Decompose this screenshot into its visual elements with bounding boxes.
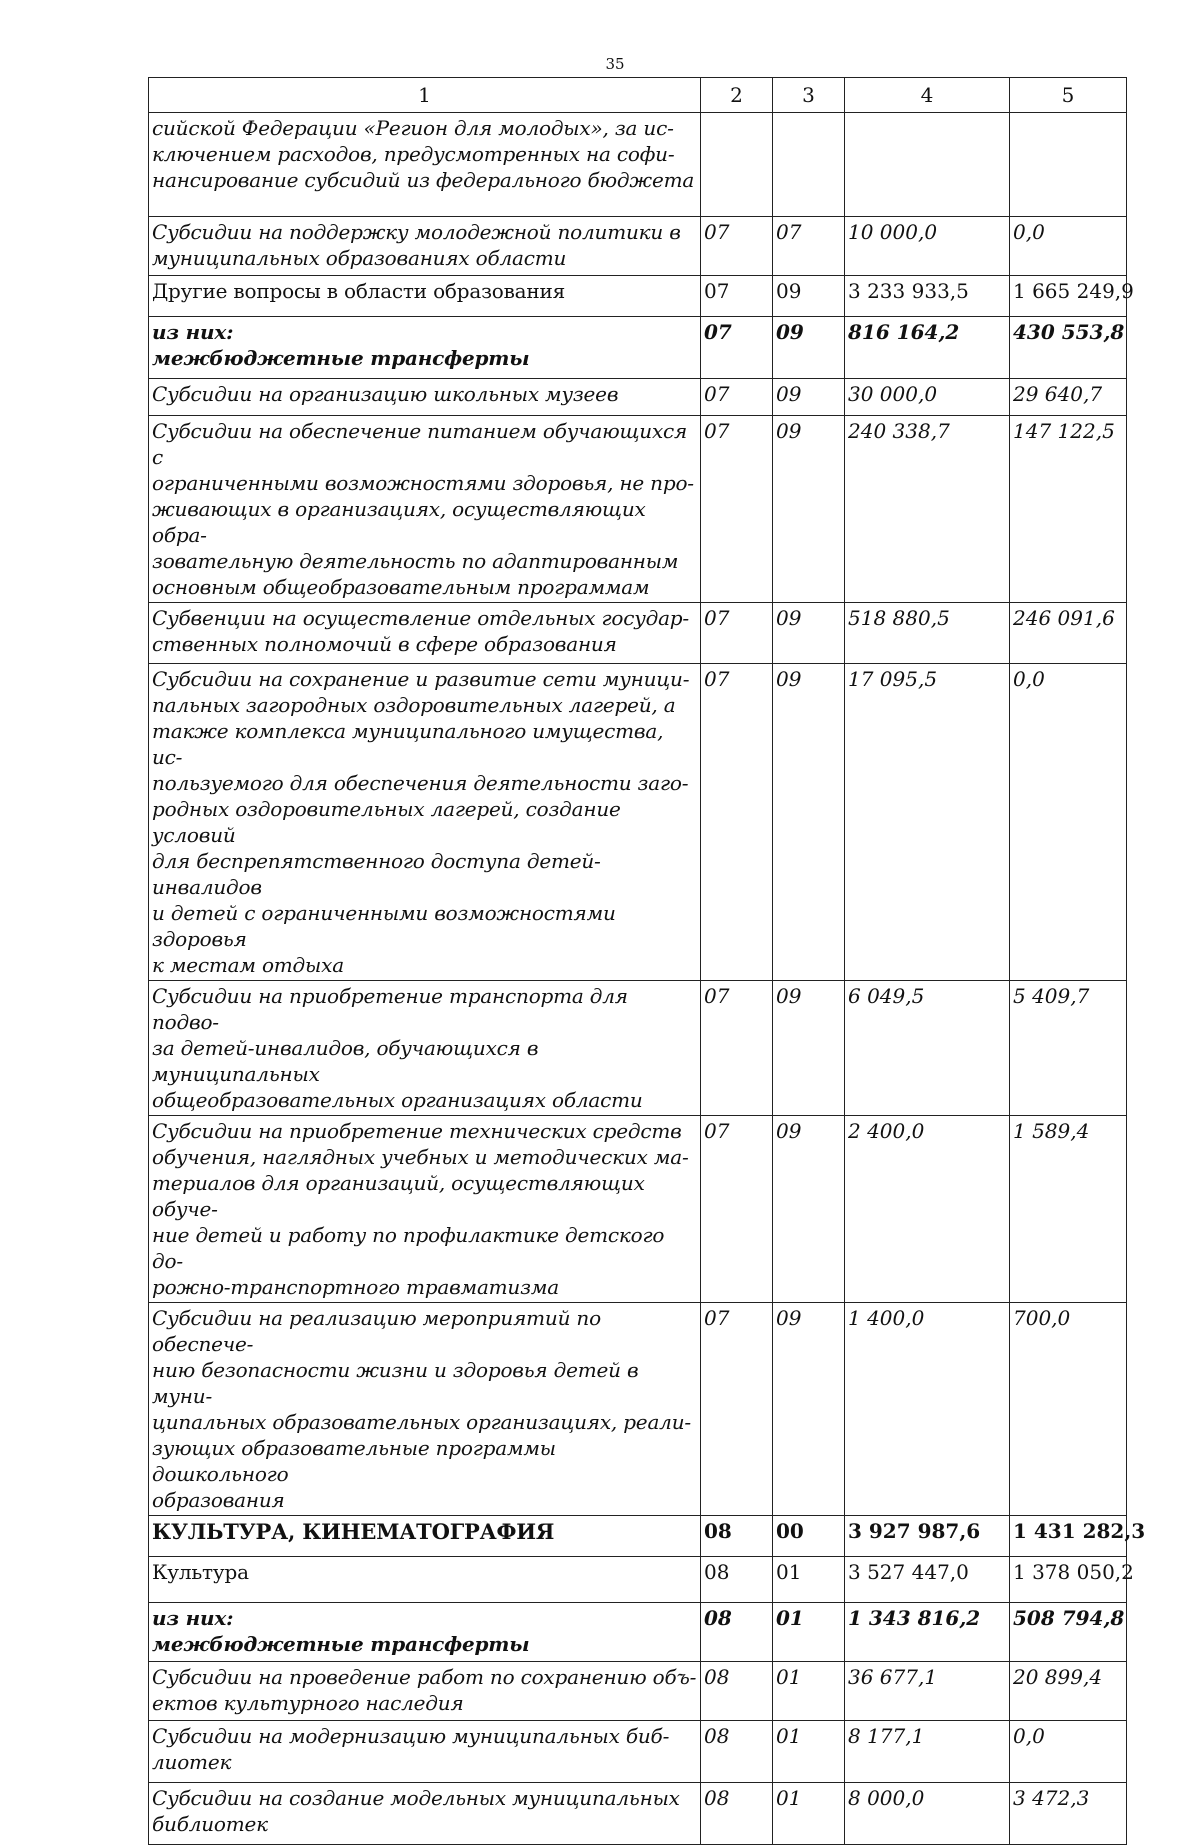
subsection-code-cell: 09 — [773, 276, 845, 317]
header-col-1: 1 — [149, 78, 701, 113]
row-name-line: лиотек — [152, 1750, 232, 1774]
row-name-line: сийской Федерации «Регион для молодых», за ис- — [152, 116, 674, 140]
section-code-cell: 07 — [701, 379, 773, 416]
table-row — [149, 317, 1127, 379]
row-name-line: КУЛЬТУРА, КИНЕМАТОГРАФИЯ — [152, 1519, 555, 1544]
amount-executed-cell: 0,0 — [1010, 217, 1127, 276]
row-name-line: рожно-транспортного травматизма — [152, 1275, 559, 1299]
row-name-line: Культура — [152, 1560, 249, 1584]
row-name-line: ципальных образовательных организациях, реали- — [152, 1410, 691, 1434]
table-row — [149, 1557, 1127, 1603]
amount-executed-cell: 1 665 249,9 — [1010, 276, 1127, 317]
amount-planned-cell: 8 000,0 — [845, 1783, 1010, 1845]
row-name-line: Субсидии на модернизацию муниципальных биб- — [152, 1724, 670, 1748]
subsection-code-cell: 09 — [773, 416, 845, 603]
amount-planned-cell: 816 164,2 — [845, 317, 1010, 379]
row-name-line: Субсидии на создание модельных муниципальных — [152, 1786, 680, 1810]
row-name-line: Субсидии на приобретение технических средств — [152, 1119, 682, 1143]
subsection-code-cell: 09 — [773, 981, 845, 1116]
header-col-4: 4 — [845, 78, 1010, 113]
row-name-line: и детей с ограниченными возможностями здоровья — [152, 901, 616, 951]
row-name-line: Субсидии на организацию школьных музеев — [152, 382, 619, 406]
section-code-cell: 08 — [701, 1721, 773, 1783]
row-name-line: также комплекса муниципального имущества, ис- — [152, 719, 664, 769]
amount-planned-cell: 3 233 933,5 — [845, 276, 1010, 317]
section-code-cell: 08 — [701, 1783, 773, 1845]
row-name-line: общеобразовательных организациях области — [152, 1088, 643, 1112]
subsection-code-cell: 09 — [773, 379, 845, 416]
amount-executed-cell: 147 122,5 — [1010, 416, 1127, 603]
row-name-line: за детей-инвалидов, обучающихся в муниципальных — [152, 1036, 539, 1086]
row-name-line: пользуемого для обеспечения деятельности заго- — [152, 771, 689, 795]
amount-executed-cell — [1010, 113, 1127, 217]
subsection-code-cell: 01 — [773, 1662, 845, 1721]
table-row — [149, 603, 1127, 664]
amount-executed-cell: 246 091,6 — [1010, 603, 1127, 664]
amount-planned-cell: 518 880,5 — [845, 603, 1010, 664]
section-code-cell: 07 — [701, 217, 773, 276]
amount-executed-cell: 5 409,7 — [1010, 981, 1127, 1116]
row-name-line: Субсидии на обеспечение питанием обучающихся с — [152, 419, 688, 469]
amount-planned-cell: 30 000,0 — [845, 379, 1010, 416]
amount-planned-cell: 240 338,7 — [845, 416, 1010, 603]
header-col-2: 2 — [701, 78, 773, 113]
row-name-line: зующих образовательные программы дошкольного — [152, 1436, 556, 1486]
amount-planned-cell: 2 400,0 — [845, 1116, 1010, 1303]
section-code-cell: 07 — [701, 276, 773, 317]
row-name-cell — [149, 1721, 701, 1783]
subsection-code-cell: 09 — [773, 1116, 845, 1303]
table-row — [149, 1721, 1127, 1783]
subsection-code-cell: 09 — [773, 1303, 845, 1516]
table-row — [149, 217, 1127, 276]
row-name-line: ключением расходов, предусмотренных на софи- — [152, 142, 675, 166]
subsection-code-cell: 09 — [773, 603, 845, 664]
subsection-code-cell: 01 — [773, 1603, 845, 1662]
table-row — [149, 416, 1127, 603]
section-code-cell: 08 — [701, 1603, 773, 1662]
amount-planned-cell: 10 000,0 — [845, 217, 1010, 276]
row-name-line: ние детей и работу по профилактике детского до- — [152, 1223, 665, 1273]
subsection-code-cell: 01 — [773, 1783, 845, 1845]
header-col-3: 3 — [773, 78, 845, 113]
row-name-line: Субсидии на сохранение и развитие сети муници- — [152, 667, 690, 691]
row-name-line: ограниченными возможностями здоровья, не про- — [152, 471, 694, 495]
row-name-line: библиотек — [152, 1812, 268, 1836]
row-name-cell — [149, 1662, 701, 1721]
amount-executed-cell: 1 589,4 — [1010, 1116, 1127, 1303]
row-name-cell — [149, 664, 701, 981]
table-row — [149, 1603, 1127, 1662]
row-name-cell — [149, 1783, 701, 1845]
header-col-5: 5 — [1010, 78, 1127, 113]
section-code-cell — [701, 113, 773, 217]
amount-planned-cell: 3 527 447,0 — [845, 1557, 1010, 1603]
amount-planned-cell: 17 095,5 — [845, 664, 1010, 981]
amount-executed-cell: 20 899,4 — [1010, 1662, 1127, 1721]
row-name-line: Другие вопросы в области образования — [152, 279, 566, 303]
table-row — [149, 1783, 1127, 1845]
row-name-cell — [149, 1303, 701, 1516]
row-name-cell — [149, 1516, 701, 1557]
table-row — [149, 1116, 1127, 1303]
row-name-cell — [149, 379, 701, 416]
amount-executed-cell: 1 431 282,3 — [1010, 1516, 1127, 1557]
row-name-cell — [149, 113, 701, 217]
row-name-line: родных оздоровительных лагерей, создание условий — [152, 797, 621, 847]
amount-executed-cell: 29 640,7 — [1010, 379, 1127, 416]
amount-planned-cell — [845, 113, 1010, 217]
subsection-code-cell — [773, 113, 845, 217]
row-name-line: из них: — [152, 320, 234, 344]
table-row — [149, 1662, 1127, 1721]
row-name-cell — [149, 217, 701, 276]
row-name-line: Субсидии на проведение работ по сохранению объ- — [152, 1665, 697, 1689]
amount-planned-cell: 6 049,5 — [845, 981, 1010, 1116]
table-row — [149, 276, 1127, 317]
row-name-line: к местам отдыха — [152, 953, 344, 977]
table-row — [149, 1303, 1127, 1516]
amount-planned-cell: 8 177,1 — [845, 1721, 1010, 1783]
amount-executed-cell: 0,0 — [1010, 664, 1127, 981]
row-name-cell — [149, 416, 701, 603]
table-row — [149, 113, 1127, 217]
row-name-line: живающих в организациях, осуществляющих обра- — [152, 497, 646, 547]
amount-planned-cell: 3 927 987,6 — [845, 1516, 1010, 1557]
row-name-line: нию безопасности жизни и здоровья детей в муни- — [152, 1358, 639, 1408]
section-code-cell: 07 — [701, 981, 773, 1116]
row-name-line: обучения, наглядных учебных и методических ма- — [152, 1145, 689, 1169]
section-code-cell: 07 — [701, 317, 773, 379]
header-row — [149, 78, 1127, 113]
page-number: 35 — [605, 55, 625, 73]
amount-planned-cell: 36 677,1 — [845, 1662, 1010, 1721]
row-name-cell — [149, 317, 701, 379]
table-row — [149, 379, 1127, 416]
row-name-line: Субсидии на приобретение транспорта для подво- — [152, 984, 628, 1034]
amount-executed-cell: 700,0 — [1010, 1303, 1127, 1516]
row-name-line: Субсидии на поддержку молодежной политики в — [152, 220, 681, 244]
row-name-line: образования — [152, 1488, 285, 1512]
subsection-code-cell: 09 — [773, 317, 845, 379]
amount-executed-cell: 508 794,8 — [1010, 1603, 1127, 1662]
section-code-cell: 08 — [701, 1662, 773, 1721]
row-name-line: нансирование субсидий из федерального бюджета — [152, 168, 695, 192]
section-code-cell: 07 — [701, 664, 773, 981]
row-name-line: териалов для организаций, осуществляющих обуче- — [152, 1171, 645, 1221]
row-name-line: основным общеобразовательным программам — [152, 575, 650, 599]
row-name-line: для беспрепятственного доступа детей-инвалидов — [152, 849, 601, 899]
section-code-cell: 07 — [701, 1303, 773, 1516]
section-code-cell: 07 — [701, 603, 773, 664]
subsection-code-cell: 01 — [773, 1557, 845, 1603]
row-name-line: из них: — [152, 1606, 234, 1630]
section-code-cell: 08 — [701, 1557, 773, 1603]
row-name-line: Субсидии на реализацию мероприятий по обеспече- — [152, 1306, 601, 1356]
row-name-line: ектов культурного наследия — [152, 1691, 464, 1715]
subsection-code-cell: 07 — [773, 217, 845, 276]
table-header — [149, 78, 1127, 113]
table-body — [149, 113, 1146, 1845]
section-code-cell: 07 — [701, 1116, 773, 1303]
row-name-line: межбюджетные трансферты — [152, 1632, 530, 1656]
amount-executed-cell: 430 553,8 — [1010, 317, 1127, 379]
amount-planned-cell: 1 400,0 — [845, 1303, 1010, 1516]
row-name-line: муниципальных образованиях области — [152, 246, 567, 270]
section-code-cell: 07 — [701, 416, 773, 603]
row-name-line: зовательную деятельность по адаптированным — [152, 549, 679, 573]
subsection-code-cell: 00 — [773, 1516, 845, 1557]
row-name-cell — [149, 276, 701, 317]
row-name-line: ственных полномочий в сфере образования — [152, 632, 617, 656]
amount-executed-cell: 0,0 — [1010, 1721, 1127, 1783]
row-name-line: пальных загородных оздоровительных лагерей, а — [152, 693, 676, 717]
row-name-line: межбюджетные трансферты — [152, 346, 530, 370]
row-name-cell — [149, 981, 701, 1116]
row-name-cell — [149, 1557, 701, 1603]
table-row — [149, 1516, 1127, 1557]
amount-executed-cell: 1 378 050,2 — [1010, 1557, 1127, 1603]
table-row — [149, 664, 1127, 981]
row-name-cell — [149, 1603, 701, 1662]
table-row — [149, 981, 1127, 1116]
amount-executed-cell: 3 472,3 — [1010, 1783, 1127, 1845]
row-name-cell — [149, 603, 701, 664]
section-code-cell: 08 — [701, 1516, 773, 1557]
amount-planned-cell: 1 343 816,2 — [845, 1603, 1010, 1662]
row-name-cell — [149, 1116, 701, 1303]
subsection-code-cell: 09 — [773, 664, 845, 981]
subsection-code-cell: 01 — [773, 1721, 845, 1783]
budget-table — [148, 77, 1146, 1845]
row-name-line: Субвенции на осуществление отдельных государ- — [152, 606, 689, 630]
